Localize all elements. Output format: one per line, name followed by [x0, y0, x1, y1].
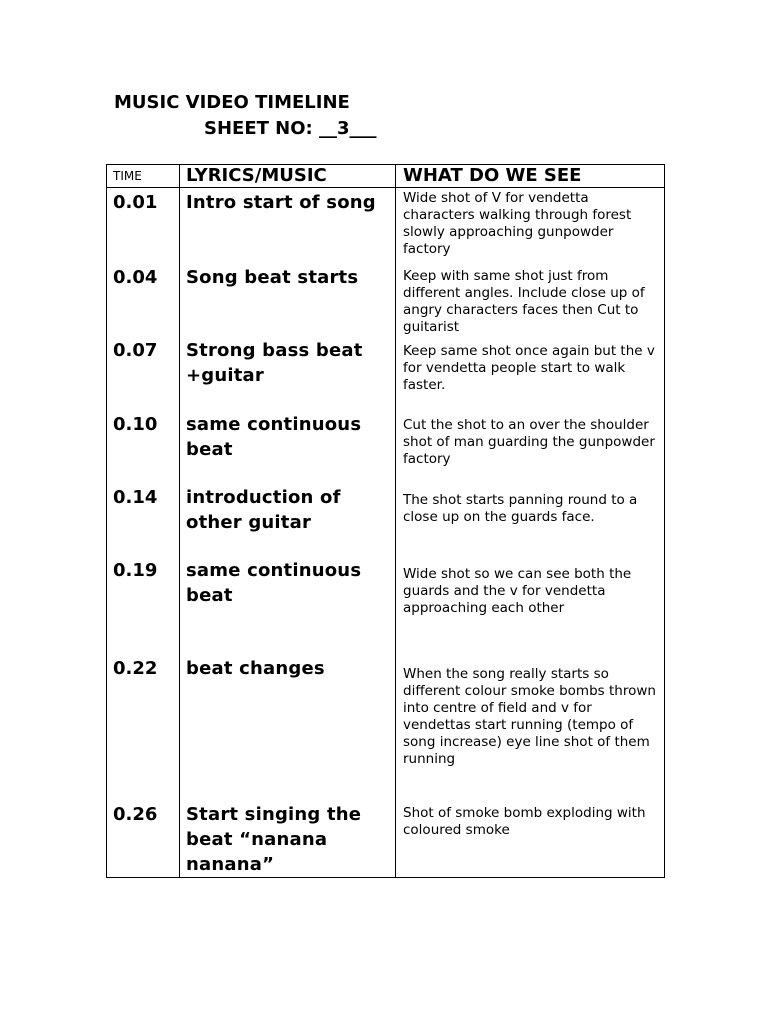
lyrics-cell: Strong bass beat +guitar: [180, 336, 396, 410]
table-row: [107, 483, 665, 556]
description-cell: The shot starts panning round to a close up on the guards face.: [396, 483, 665, 556]
header-what-do-we-see: WHAT DO WE SEE: [396, 165, 665, 188]
sheet-number: SHEET NO: __3___: [204, 118, 377, 139]
timeline-table: [106, 164, 665, 878]
time-cell: 0.14: [107, 483, 180, 556]
lyrics-cell: Start singing the beat “nanana nanana”: [180, 800, 396, 878]
description-cell: Wide shot so we can see both the guards and the v for vendetta approaching each other: [396, 556, 665, 654]
description-cell: Cut the shot to an over the shoulder shot of man guarding the gunpowder factory: [396, 410, 665, 483]
table-row: [107, 654, 665, 800]
time-cell: 0.04: [107, 263, 180, 336]
time-cell: 0.19: [107, 556, 180, 654]
table-row: [107, 336, 665, 410]
lyrics-cell: Song beat starts: [180, 263, 396, 336]
description-cell: Keep same shot once again but the v for vendetta people start to walk faster.: [396, 336, 665, 410]
lyrics-cell: Intro start of song: [180, 188, 396, 263]
description-cell: Shot of smoke bomb exploding with coloured smoke: [396, 800, 665, 878]
header-lyrics-music: LYRICS/MUSIC: [180, 165, 396, 188]
lyrics-cell: same continuous beat: [180, 410, 396, 483]
description-cell: Keep with same shot just from different angles. Include close up of angry characters faces then Cut to guitarist: [396, 263, 665, 336]
time-cell: 0.07: [107, 336, 180, 410]
time-cell: 0.01: [107, 188, 180, 263]
lyrics-cell: same continuous beat: [180, 556, 396, 654]
table-row: [107, 800, 665, 878]
time-cell: 0.10: [107, 410, 180, 483]
table-row: [107, 410, 665, 483]
time-cell: 0.26: [107, 800, 180, 878]
lyrics-cell: beat changes: [180, 654, 396, 800]
description-cell: When the song really starts so different colour smoke bombs thrown into centre of field and v for vendettas start running (tempo of song increase) eye line shot of them running: [396, 654, 665, 800]
description-cell: Wide shot of V for vendetta characters walking through forest slowly approaching gunpowder factory: [396, 188, 665, 263]
table-row: [107, 263, 665, 336]
header-time: TIME: [107, 165, 180, 188]
table-row: [107, 556, 665, 654]
document-title: MUSIC VIDEO TIMELINE: [114, 92, 350, 113]
table-header-row: [107, 165, 665, 188]
lyrics-cell: introduction of other guitar: [180, 483, 396, 556]
time-cell: 0.22: [107, 654, 180, 800]
table-row: [107, 188, 665, 263]
